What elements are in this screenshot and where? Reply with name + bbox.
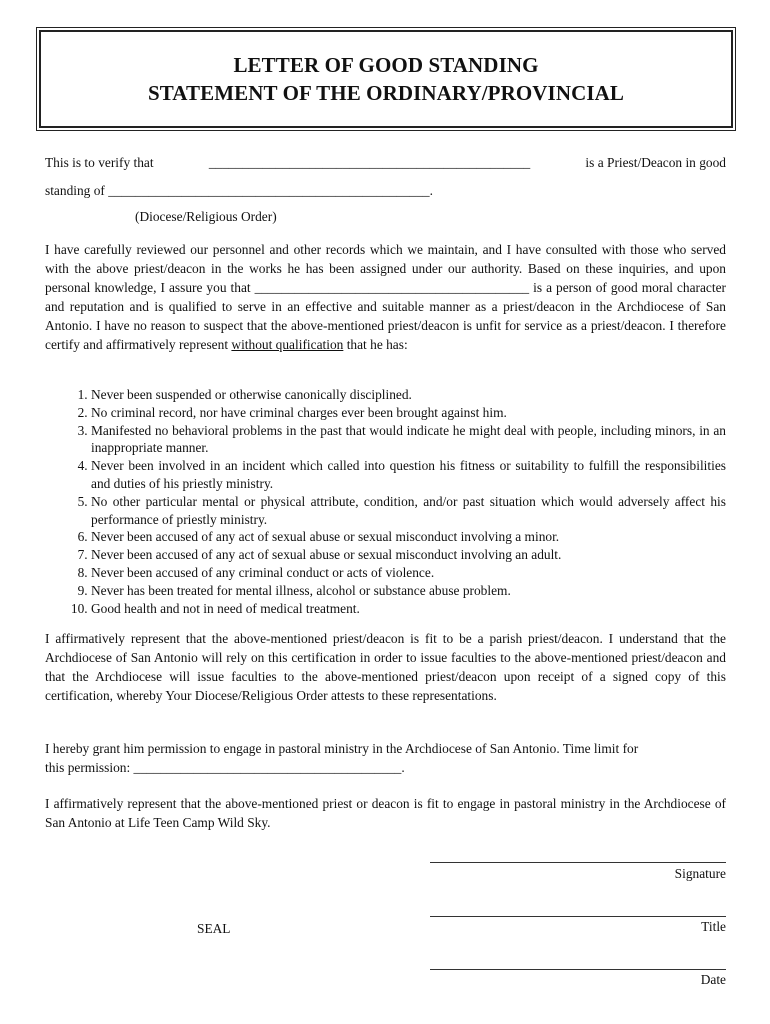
requirements-list: [45, 386, 726, 617]
title-line[interactable]: [430, 916, 726, 917]
diocese-blank[interactable]: ________________________________________________.: [108, 183, 433, 198]
priest-name-blank[interactable]: ________________________________________________: [208, 155, 531, 170]
permission-paragraph: [45, 739, 726, 777]
signature-line[interactable]: [430, 862, 726, 863]
title-box-inner: [39, 30, 733, 128]
document-title: LETTER OF GOOD STANDING: [233, 53, 539, 77]
title-box: [36, 27, 736, 131]
list-item: 6. Never been accused of any act of sexual abuse or sexual misconduct involving a minor.: [91, 528, 726, 546]
camp-affirmation-paragraph: I affirmatively represent that the above-mentioned priest or deacon is fit to engage in pastoral ministry in the Archdiocese of San Antonio at Life Teen Camp Wild Sky.: [45, 796, 726, 830]
verify-lead: This is to verify that: [45, 155, 154, 170]
without-qualification: without qualification: [231, 337, 344, 352]
list-item: 7. Never been accused of any act of sexual abuse or sexual misconduct involving an adult.: [91, 546, 726, 564]
review-paragraph: [45, 240, 726, 354]
review-text: I have carefully reviewed our personnel and other records which we maintain, and I have consulted with those who served with the above priest/deacon in the works he has been assigned under our authority. Based on these inquiries, and upon personal knowledge, I assure you that _________________________________________ is a person of good moral character and reputation and is qualified to serve in an effective and suitable manner as a priest/deacon in the Archdiocese of San Antonio. I have no reason to suspect that the above-mentioned priest/deacon is unfit for service as a priest/deacon. I therefore certify and affirmatively represent: [45, 242, 726, 352]
list-item: 4. Never been involved in an incident which called into question his fitness or suitability to fulfill the responsibilities and duties of his priestly ministry.: [91, 457, 726, 493]
list-item: 3. Manifested no behavioral problems in the past that would indicate he might deal with people, including minors, in an inappropriate manner.: [91, 422, 726, 458]
seal-label: SEAL: [197, 921, 231, 936]
permission-line2: this permission: ________________________________________.: [45, 760, 405, 775]
list-item: 10. Good health and not in need of medical treatment.: [91, 600, 726, 618]
standing-line: [45, 181, 433, 200]
list-item: 1. Never been suspended or otherwise canonically disciplined.: [91, 386, 726, 404]
document-subtitle: STATEMENT OF THE ORDINARY/PROVINCIAL: [147, 81, 624, 105]
permission-line1-text: I hereby grant him permission to engage in pastoral ministry in the Archdiocese of San Antonio. Time limit for: [45, 741, 639, 756]
list-item: 2. No criminal record, nor have criminal charges ever been brought against him.: [91, 404, 726, 422]
parish-affirmation-paragraph: I affirmatively represent that the above-mentioned priest/deacon is fit to be a parish priest/deacon. I understand that the Archdiocese of San Antonio will rely on this certification in order to issue faculties to the above-mentioned priest/deacon and that the Archdiocese will issue faculties to the above-mentioned priest/deacon upon receipt of a signed copy of this certification, whereby Your Diocese/Religious Order attests to these representations.: [45, 631, 726, 703]
verify-tail: is a Priest/Deacon in good: [585, 155, 726, 170]
date-label: Date: [700, 972, 726, 987]
signature-label: Signature: [674, 866, 726, 881]
list-item: 9. Never has been treated for mental illness, alcohol or substance abuse problem.: [91, 582, 726, 600]
verify-line: [45, 153, 726, 172]
diocese-caption: (Diocese/Religious Order): [135, 209, 277, 224]
date-line[interactable]: [430, 969, 726, 970]
title-label: Title: [701, 919, 726, 934]
list-item: 5. No other particular mental or physical attribute, condition, and/or past situation which would adversely affect his performance of priestly ministry.: [91, 493, 726, 529]
standing-lead: standing of: [45, 183, 105, 198]
review-after: that he has:: [346, 337, 408, 352]
permission-line1: [45, 739, 726, 758]
list-item: 8. Never been accused of any criminal conduct or acts of violence.: [91, 564, 726, 582]
